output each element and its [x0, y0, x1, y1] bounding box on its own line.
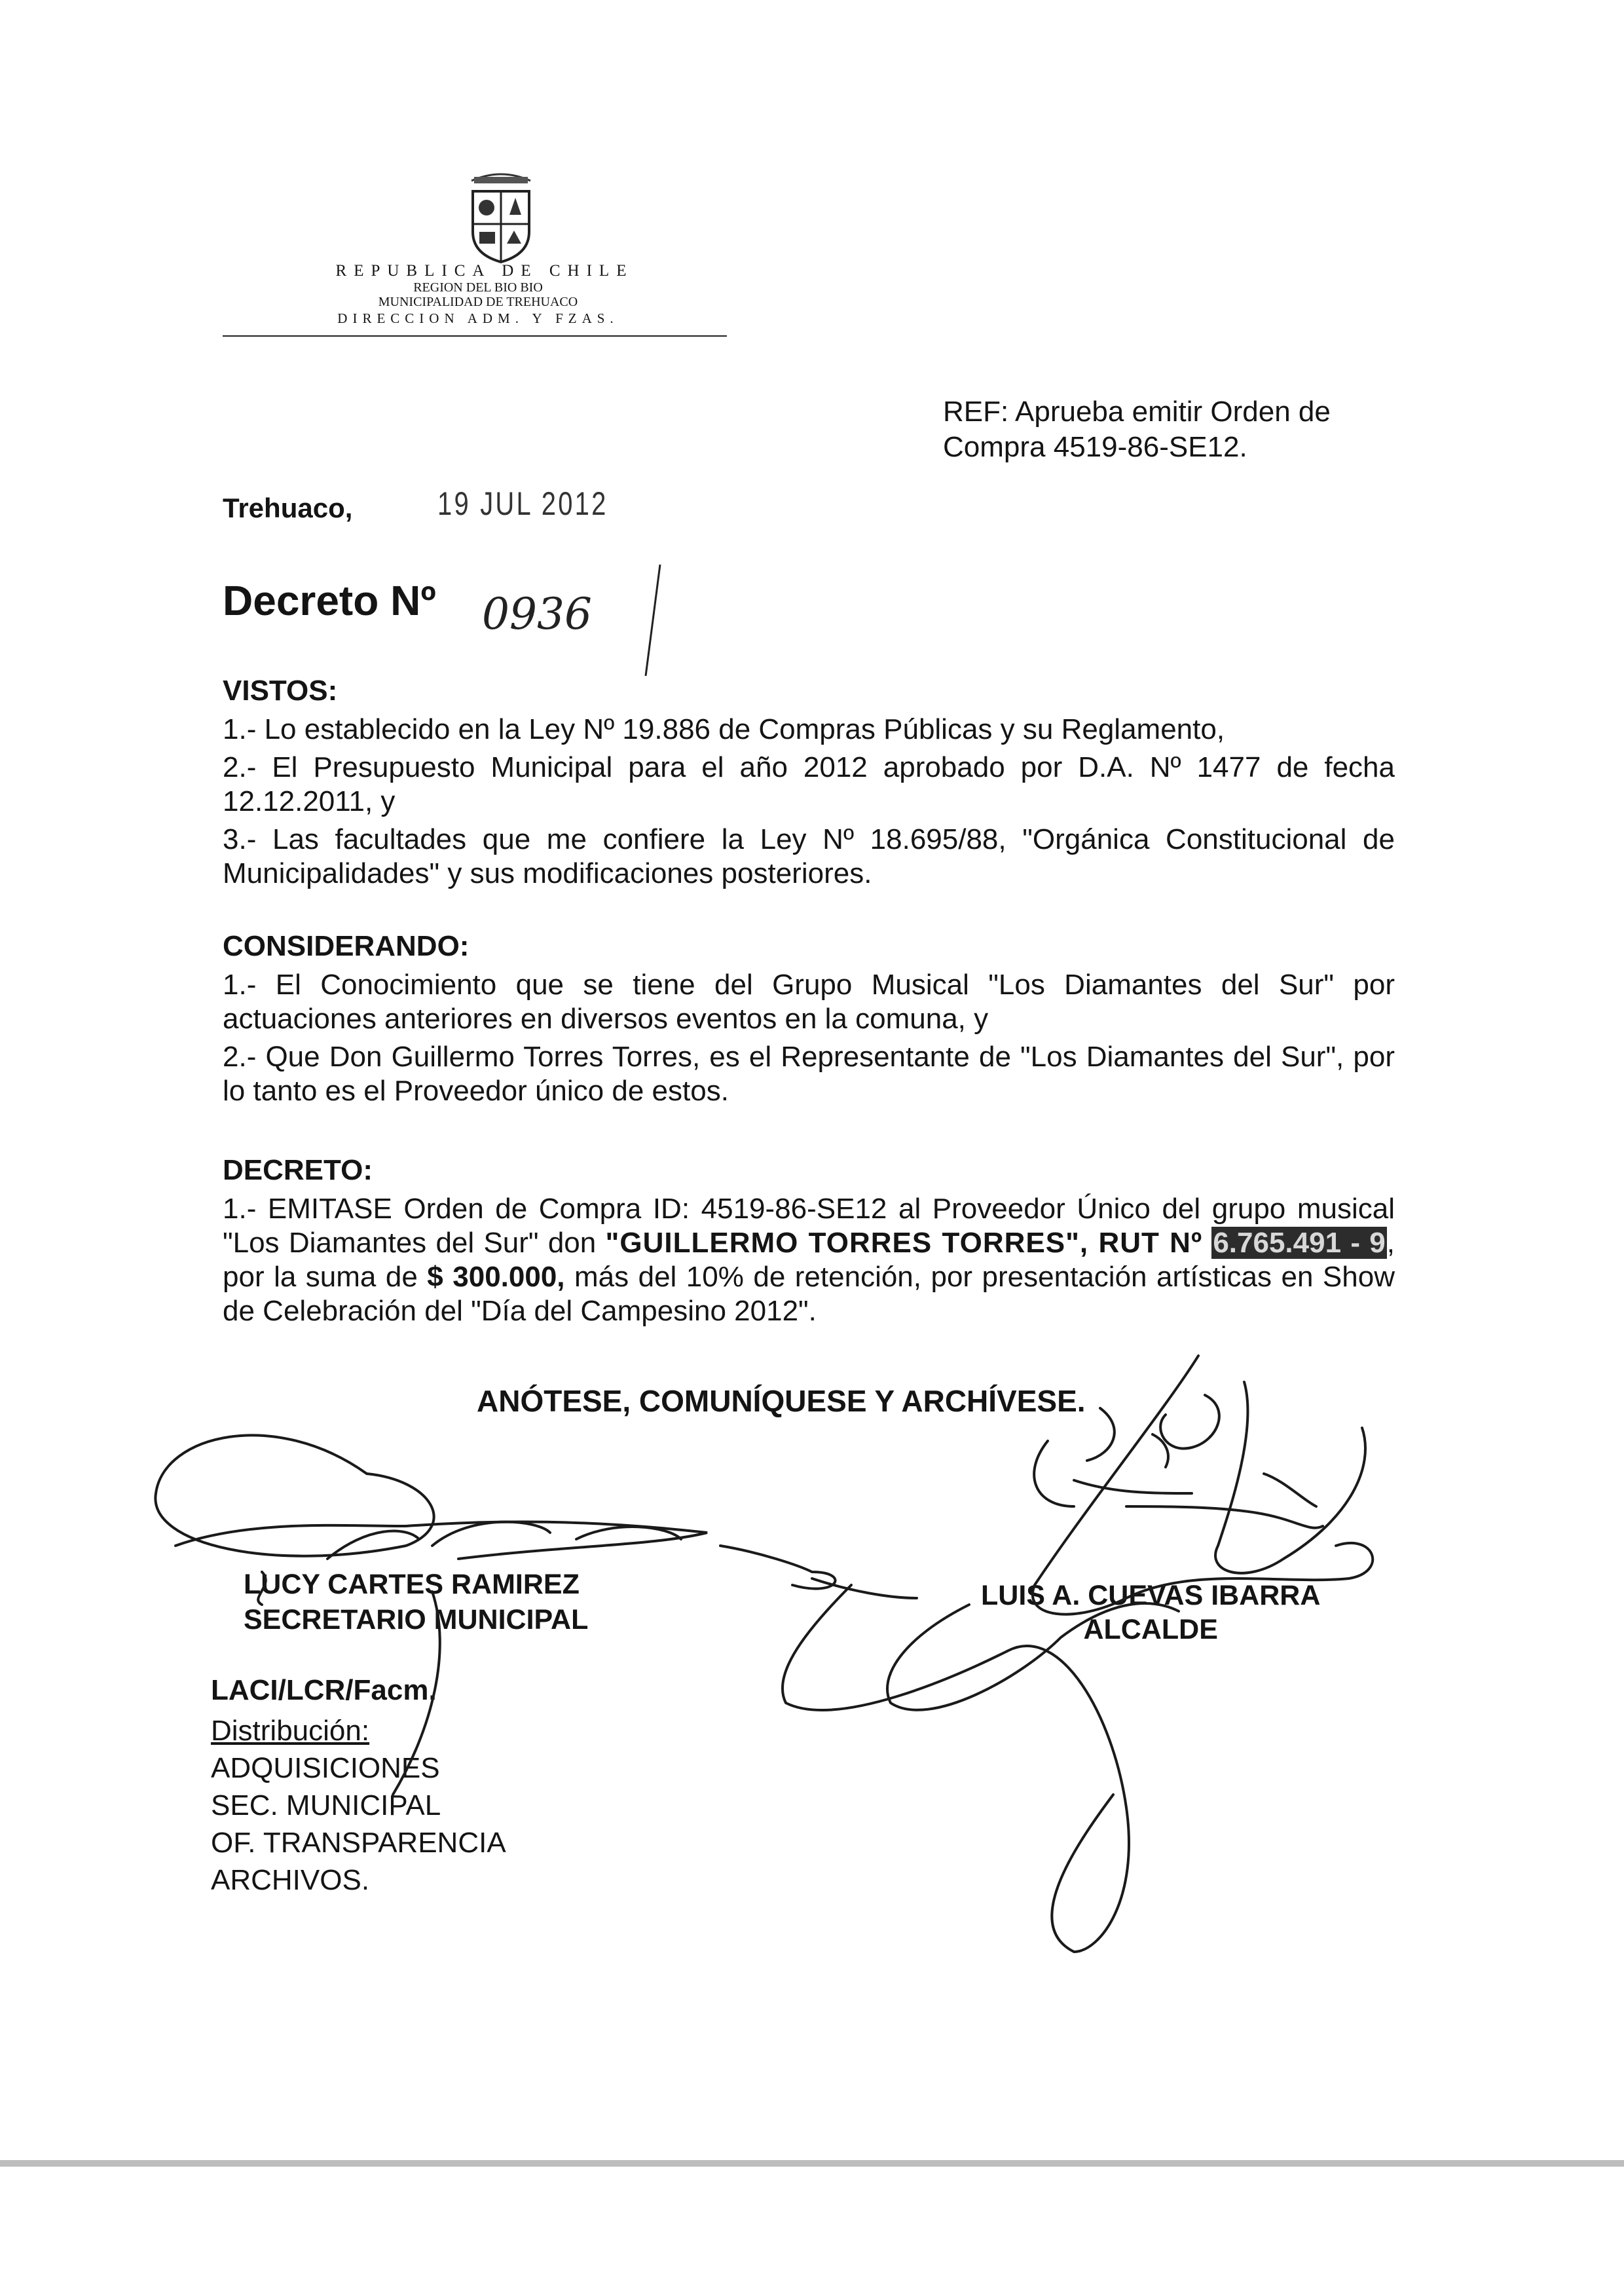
list-item: SEC. MUNICIPAL: [211, 1789, 441, 1821]
municipal-crest-icon: [462, 172, 540, 270]
initials: LACI/LCR/Facm.: [211, 1674, 437, 1706]
page-bottom-divider: [0, 2160, 1624, 2167]
list-item: ARCHIVOS.: [211, 1864, 370, 1896]
provider-name: "GUILLERMO TORRES TORRES", RUT Nº: [605, 1227, 1203, 1259]
decreto-text-2: , por la suma de: [223, 1227, 1395, 1293]
secretary-name: LUCY CARTES RAMIREZ: [244, 1569, 580, 1600]
list-item: 2.- Que Don Guillermo Torres Torres, es el Representante de "Los Diamantes del Sur", por lo tanto es el Proveedor único de estos.: [223, 1041, 1395, 1107]
considerando-list: [223, 968, 1395, 1112]
decreto-heading: DECRETO:: [223, 1154, 373, 1186]
list-item: ADQUISICIONES: [211, 1752, 440, 1784]
letterhead-country: REPUBLICA DE CHILE: [335, 262, 634, 280]
list-item: 1.- Lo establecido en la Ley Nº 19.886 de Compras Públicas y su Reglamento,: [223, 713, 1225, 745]
considerando-heading: CONSIDERANDO:: [223, 930, 470, 962]
vistos-list: [223, 713, 1395, 895]
decreto-text-1: 1.- EMITASE Orden de Compra ID: 4519-86-SE12 al Proveedor Único del grupo musical "Los Diamantes del Sur" don: [223, 1193, 1395, 1259]
mayor-name: LUIS A. CUEVAS IBARRA: [981, 1580, 1321, 1611]
secretary-signature-block: [244, 1567, 588, 1637]
vistos-heading: VISTOS:: [223, 675, 338, 707]
amount-value: $ 300.000,: [427, 1261, 565, 1293]
list-item: 1.- El Conocimiento que se tiene del Grupo Musical "Los Diamantes del Sur" por actuaciones anteriores en diversos eventos en la comuna, y: [223, 969, 1395, 1035]
date-stamp: 19 JUL 2012: [437, 485, 608, 522]
distribution-list: [211, 1712, 506, 1899]
svg-text:0936: 0936: [482, 589, 592, 639]
letterhead-department: DIRECCION ADM. Y FZAS.: [337, 310, 619, 326]
decree-number-handwritten: [464, 565, 680, 676]
list-item: 2.- El Presupuesto Municipal para el año 2012 aprobado por D.A. Nº 1477 de fecha 12.12.2011, y: [223, 751, 1395, 817]
place-label: Trehuaco,: [223, 493, 353, 523]
decreto-paragraph: [223, 1192, 1395, 1332]
list-item: [223, 1192, 1395, 1328]
rut-value: 6.765.491 - 9: [1213, 1227, 1386, 1259]
letterhead-region: REGION DEL BIO BIO: [413, 280, 543, 295]
mayor-signature-block: [981, 1578, 1320, 1647]
closing-formula: ANÓTESE, COMUNÍQUESE Y ARCHÍVESE.: [477, 1384, 1086, 1418]
distribution-label: Distribución:: [211, 1715, 370, 1747]
list-item: 3.- Las facultades que me confiere la Ley Nº 18.695/88, "Orgánica Constitucional de Municipalidades" y sus modificaciones posteriores.: [223, 823, 1395, 889]
letterhead-municipality: MUNICIPALIDAD DE TREHUACO: [378, 295, 578, 309]
reference-text: REF: Aprueba emitir Orden de Compra 4519-86-SE12.: [943, 396, 1331, 463]
mayor-title: ALCALDE: [1083, 1614, 1218, 1645]
decree-title: Decreto Nº: [223, 577, 436, 624]
secretary-title: SECRETARIO MUNICIPAL: [244, 1604, 589, 1635]
letterhead-divider: [223, 335, 727, 337]
letterhead: [223, 262, 733, 327]
decreto-text-3: más del 10% de retención, por presentación artísticas en Show de Celebración del "Día del Campesino 2012".: [223, 1261, 1395, 1327]
list-item: OF. TRANSPARENCIA: [211, 1827, 506, 1859]
